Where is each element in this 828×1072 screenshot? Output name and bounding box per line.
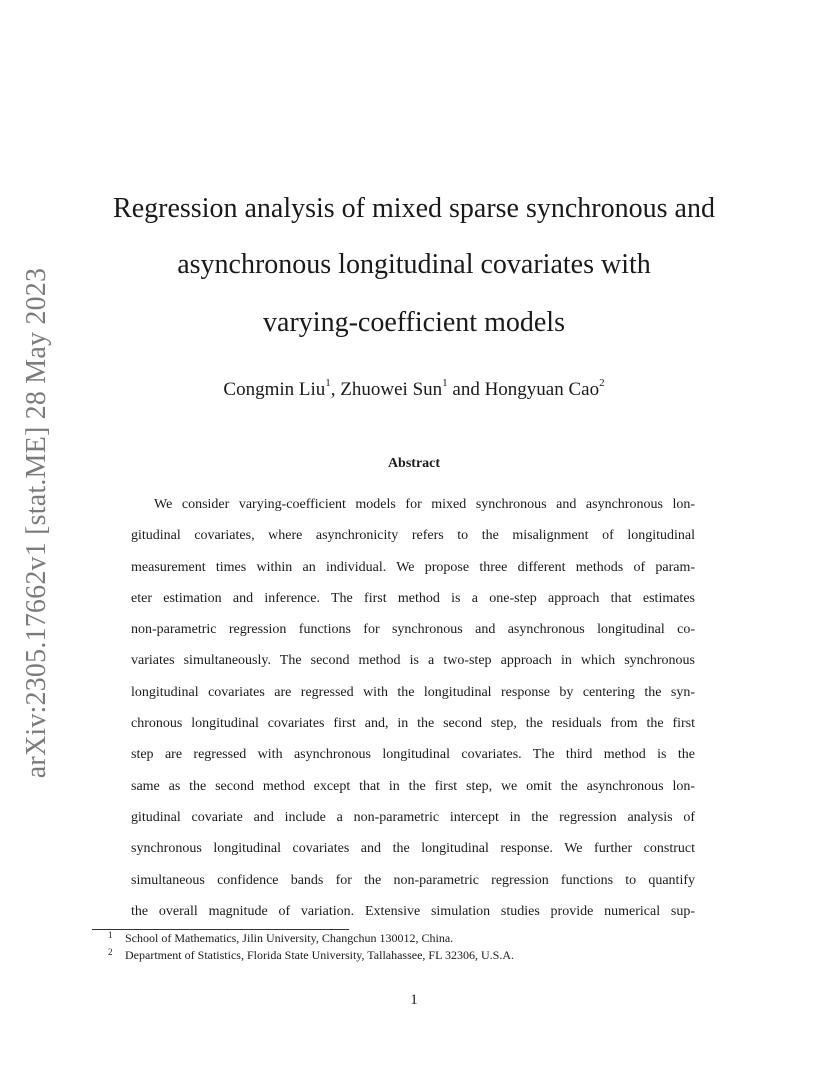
author-name: Hongyuan Cao [484, 379, 600, 400]
abstract-line: gitudinal covariates, where asynchronicity refers to the misalignment of longitudinal [131, 528, 695, 544]
abstract-body [131, 495, 695, 933]
arxiv-identifier-stamp: arXiv:2305.17662v1 [stat.ME] 28 May 2023 [21, 267, 52, 779]
author-separator: , [330, 379, 341, 400]
author-name: Zhuowei Sun [340, 379, 443, 400]
footnote-mark: 2 [108, 947, 113, 957]
abstract-line: eter estimation and inference. The first method is a one-step approach that estimates [131, 590, 695, 606]
paper-title-line-3: varying-coefficient models [263, 307, 565, 338]
abstract-line: measurement times within an individual. We propose three different methods of param- [131, 559, 695, 575]
footnote-text: School of Mathematics, Jilin University, Changchun 130012, China. [125, 931, 454, 945]
author-affiliation-mark: 1 [442, 377, 448, 389]
author-affiliation-mark: 2 [599, 377, 605, 389]
abstract-line: gitudinal covariate and include a non-parametric intercept in the regression analysis of [131, 809, 695, 825]
abstract-line: step are regressed with asynchronous longitudinal covariates. The third method is the [131, 747, 695, 763]
author-list [0, 379, 828, 401]
footnote-mark: 1 [108, 930, 113, 940]
footnote-affiliation-2 [108, 948, 514, 963]
footnote-divider [92, 929, 349, 930]
author-name: Congmin Liu [223, 379, 326, 400]
paper-title-line-2: asynchronous longitudinal covariates with [177, 249, 651, 280]
footnote-text: Department of Statistics, Florida State University, Tallahassee, FL 32306, U.S.A. [125, 948, 514, 962]
abstract-line: variates simultaneously. The second method is a two-step approach in which synchronous [131, 653, 695, 669]
footnote-affiliation-1 [108, 931, 453, 946]
abstract-line: simultaneous confidence bands for the non-parametric regression functions to quantify [131, 872, 695, 888]
page-number: 1 [410, 992, 418, 1008]
abstract-line: We consider varying-coefficient models for mixed synchronous and asynchronous lon- [154, 497, 695, 512]
author-separator: and [447, 379, 485, 400]
abstract-line: synchronous longitudinal covariates and the longitudinal response. We further construct [131, 841, 695, 857]
abstract-line: chronous longitudinal covariates first and, in the second step, the residuals from the first [131, 716, 695, 732]
abstract-line: non-parametric regression functions for synchronous and asynchronous longitudinal co- [131, 622, 695, 638]
abstract-line: longitudinal covariates are regressed with the longitudinal response by centering the syn- [131, 684, 695, 700]
abstract-heading: Abstract [387, 456, 441, 471]
paper-title-line-1: Regression analysis of mixed sparse synchronous and [113, 193, 715, 224]
author-affiliation-mark: 1 [325, 377, 331, 389]
abstract-line: same as the second method except that in the first step, we omit the asynchronous lon- [131, 778, 695, 794]
abstract-line: the overall magnitude of variation. Extensive simulation studies provide numerical sup- [131, 903, 695, 919]
